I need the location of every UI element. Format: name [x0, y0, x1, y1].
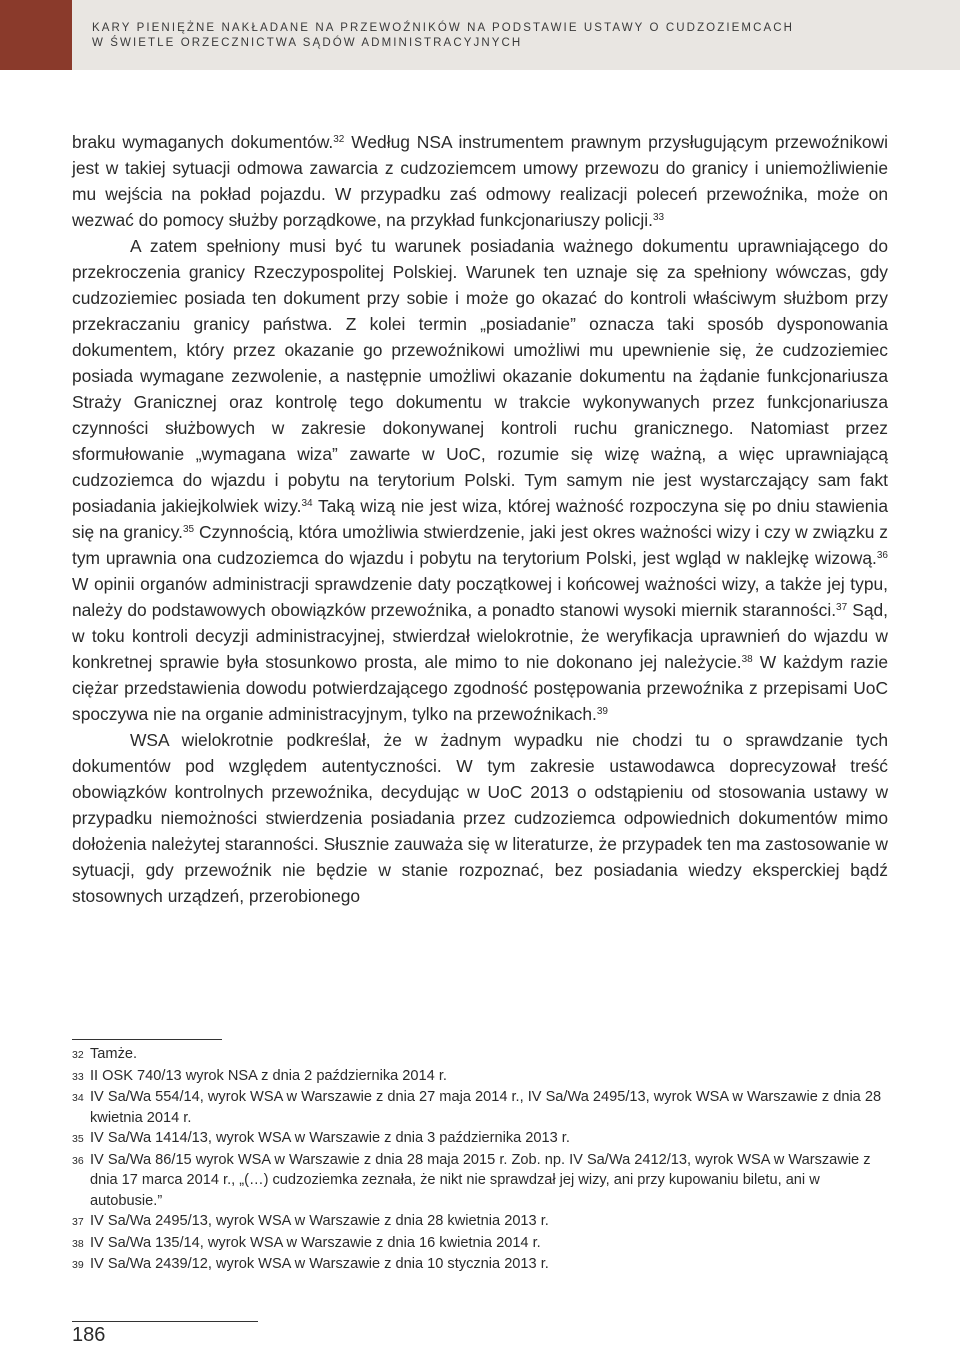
footnote-item [72, 1233, 888, 1255]
footnote-item [72, 1254, 888, 1276]
footnote-text: Tamże. [90, 1046, 138, 1062]
footnotes [72, 1044, 888, 1276]
text-run: Według NSA instrumentem prawnym przysługującym przewoźnikowi jest w takiej sytuacji odmowa zawarcia z cudzoziemcem umowy przewozu do granicy i uniemożliwienie mu wejścia na pokład pojazdu. W przypadku zaś odmowy realizacji poleceń przewoźnika, może on wezwać do pomocy służby porządkowe, na przykład funkcjonariuszy policji. [72, 132, 888, 230]
running-header-line-1: KARY PIENIĘŻNE NAKŁADANE NA PRZEWOŹNIKÓW NA PODSTAWIE USTAWY O CUDZOZIEMCACH [92, 22, 795, 34]
footnote-number: 36 [72, 1154, 84, 1167]
footnote-text: IV Sa/Wa 2439/12, wyrok WSA w Warszawie z dnia 10 stycznia 2013 r. [90, 1256, 549, 1272]
footnote-item [72, 1150, 888, 1212]
footnote-ref: 32 [333, 134, 345, 145]
footnote-ref: 35 [182, 524, 195, 535]
text-run: W każdym razie ciężar przedstawienia dowodu potwierdzającego zgodność postępowania przewoźnika z przepisami UoC spoczywa nie na organie administracyjnym, tylko na przewoźnikach. [72, 652, 888, 724]
footnote-number: 39 [72, 1259, 84, 1271]
footnote-item [72, 1211, 888, 1233]
footnote-number: 35 [72, 1133, 84, 1145]
page-number: 186 [72, 1324, 106, 1346]
footnote-number: 32 [72, 1049, 84, 1061]
footnote-number: 37 [72, 1216, 84, 1228]
main-text [72, 129, 888, 909]
footnote-item [72, 1128, 888, 1150]
paragraph-3 [72, 727, 888, 909]
footnote-separator [72, 1039, 222, 1040]
footnote-text: IV Sa/Wa 86/15 wyrok WSA w Warszawie z dnia 28 maja 2015 r. Zob. np. IV Sa/Wa 2412/13, wyrok WSA w Warszawie z dnia 17 marca 2014 r., „(…) cudzoziemka zeznała, że nikt nie sprawdzał jej wizy, ani przy kupowaniu biletu, ani w autobusie.” [90, 1151, 871, 1209]
running-header [0, 0, 960, 70]
running-header-title [92, 21, 794, 51]
paragraph-2 [72, 233, 888, 727]
text-run: Czynnością, która umożliwia stwierdzenie, jaki jest okres ważności wizy i czy w związku z tym uprawnia ona cudzoziemca do wjazdu i pobytu na terytorium Polski, jest wgląd w naklejkę wizową. [72, 522, 888, 568]
footnote-ref: 38 [741, 654, 753, 665]
footnote-ref: 34 [301, 498, 313, 509]
text-run: braku wymaganych dokumentów. [72, 132, 334, 152]
text-run: Sąd, w toku kontroli decyzji administracyjnej, stwierdzał wielokrotnie, że weryfikacja uprawnień do wjazdu w konkretnej sprawie była stosunkowo prosta, ale mimo to nie dokonano jej należycie. [72, 600, 888, 672]
footnote-text: IV Sa/Wa 554/14, wyrok WSA w Warszawie z dnia 27 maja 2014 r., IV Sa/Wa 2495/13, wyrok WSA w Warszawie z dnia 28 kwietnia 2014 r. [90, 1089, 882, 1126]
text-run: W opinii organów administracji sprawdzenie daty początkowej i końcowej ważności wizy, a także jej typu, należy do podstawowych obowiązków przewoźnika, a ponadto stanowi wysoki miernik staranności. [72, 574, 888, 620]
running-header-line-2: W ŚWIETLE ORZECZNICTWA SĄDÓW ADMINISTRACYJNYCH [92, 37, 523, 49]
footnote-ref: 37 [836, 602, 848, 613]
footnote-text: II OSK 740/13 wyrok NSA z dnia 2 października 2014 r. [90, 1067, 447, 1084]
footnote-number: 34 [72, 1092, 84, 1104]
text-run: Taką wizą nie jest wiza, której ważność rozpoczyna się po dniu stawienia się na granicy. [72, 496, 888, 542]
footnote-text: IV Sa/Wa 135/14, wyrok WSA w Warszawie z dnia 16 kwietnia 2014 r. [90, 1234, 541, 1251]
footnote-ref: 39 [596, 706, 608, 717]
footnote-text: IV Sa/Wa 1414/13, wyrok WSA w Warszawie z dnia 3 października 2013 r. [90, 1130, 570, 1146]
footnote-item [72, 1044, 888, 1066]
footnote-ref: 33 [652, 212, 665, 223]
footnote-text: IV Sa/Wa 2495/13, wyrok WSA w Warszawie z dnia 28 kwietnia 2013 r. [90, 1213, 549, 1229]
footnote-item [72, 1087, 888, 1128]
text-run: WSA wielokrotnie podkreślał, że w żadnym wypadku nie chodzi tu o sprawdzanie tych dokumentów pod względem autentyczności. W tym zakresie ustawodawca doprecyzował treść obowiązków kontrolnych przewoźnika, decydując w UoC 2013 o odstąpieniu od stosowania ustawy w przypadku niemożności stwierdzenia posiadania przez cudzoziemca odpowiednich dokumentów mimo dołożenia należytej staranności. Słusznie zauważa się w literaturze, że przypadek ten ma zastosowanie w sytuacji, gdy przewoźnik nie będzie w stanie rozpoznać, bez posiadania wiedzy eksperckiej bądź stosownych urządzeń, przerobionego [72, 730, 888, 906]
footnote-item [72, 1066, 888, 1088]
footnote-number: 33 [72, 1070, 84, 1083]
page-number-rule [72, 1321, 258, 1322]
footnote-ref: 36 [876, 550, 888, 561]
text-run: A zatem spełniony musi być tu warunek posiadania ważnego dokumentu uprawniającego do przekroczenia granicy Rzeczypospolitej Polskiej. Warunek ten uznaje się za spełniony wówczas, gdy cudzoziemiec posiada ten dokument przy sobie i może go okazać do kontroli właściwym służbom przy przekraczaniu granicy państwa. Z kolei termin „posiadanie” oznacza taki sposób dysponowania dokumentem, który przez okazanie go przewoźnikowi umożliwi mu upewnienie się, że cudzoziemiec posiada wymagane zezwolenie, a następnie umożliwi okazanie dokumentu na żądanie funkcjonariusza Straży Granicznej oraz kontrolę tego dokumentu w trakcie wykonywanych przez funkcjonariusza czynności służbowych w zakresie dokonywanej kontroli ruchu granicznego. Natomiast przez sformułowanie „wymagana wiza” zawarte w UoC, rozumie się wizę ważną, a więc uprawniającą cudzoziemca do wjazdu i pobytu na terytorium Polski. Tym samym nie jest wystarczający sam fakt posiadania jakiejkolwiek wizy. [72, 236, 888, 516]
header-accent-bar [0, 0, 72, 70]
footnote-number: 38 [72, 1237, 84, 1250]
paragraph-1 [72, 129, 888, 233]
